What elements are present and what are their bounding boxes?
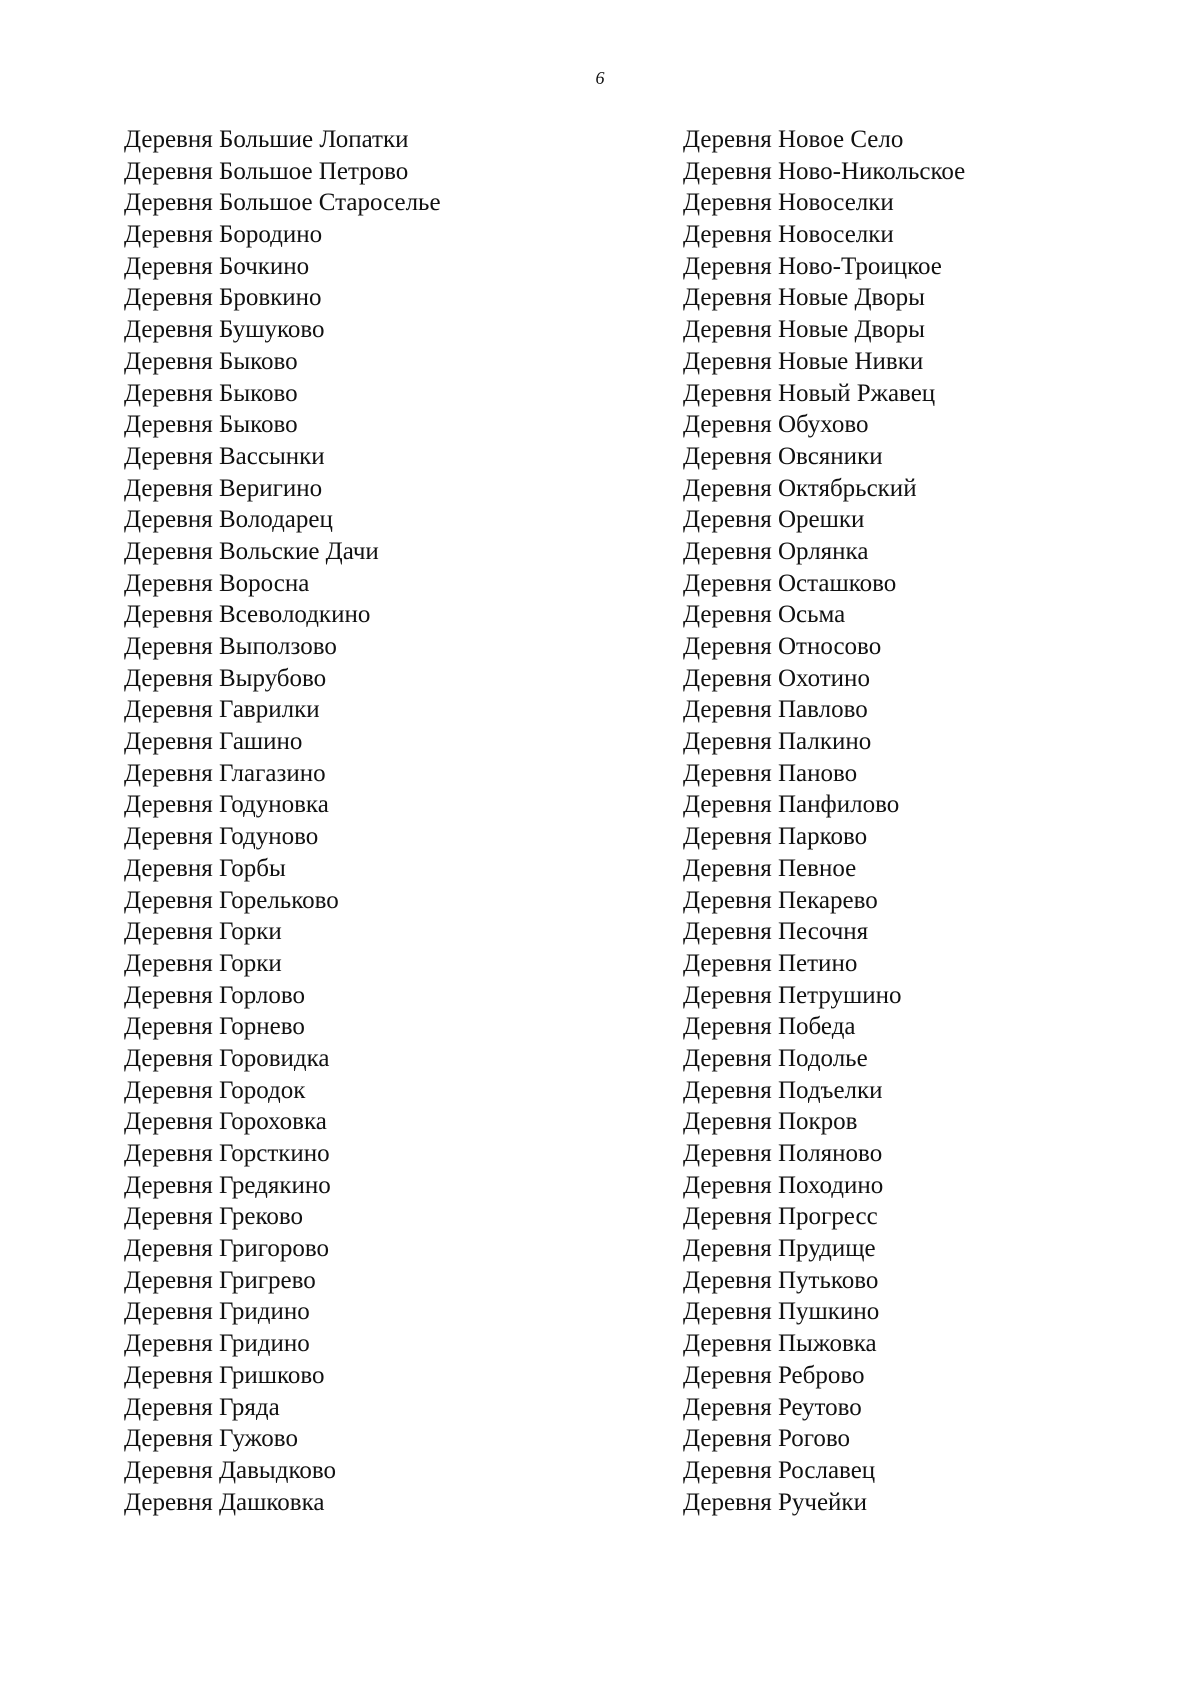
left-column-list — [124, 124, 624, 1518]
list-item: Деревня Петино — [683, 949, 858, 977]
list-item: Деревня Горлово — [124, 981, 306, 1009]
list-item: Деревня Быково — [124, 411, 298, 439]
list-item: Деревня Ручейки — [683, 1488, 867, 1516]
list-item: Деревня Ново-Никольское — [683, 157, 966, 185]
list-item: Деревня Вольские Дачи — [124, 537, 379, 565]
list-item: Деревня Давыдково — [124, 1456, 336, 1484]
list-item: Деревня Осташково — [683, 569, 897, 597]
list-item: Деревня Горовидка — [124, 1044, 330, 1072]
list-item: Деревня Ново-Троицкое — [683, 252, 942, 280]
list-item: Деревня Выползово — [124, 633, 337, 660]
list-item: Деревня Дашковка — [124, 1488, 325, 1516]
list-item: Деревня Походино — [683, 1171, 884, 1199]
list-item: Деревня Горельково — [124, 886, 339, 914]
list-item: Деревня Бочкино — [124, 252, 310, 280]
list-item: Деревня Бровкино — [124, 284, 322, 312]
list-item: Деревня Григрево — [124, 1266, 316, 1294]
list-item: Деревня Горсткино — [124, 1140, 330, 1167]
list-item: Деревня Поляново — [683, 1140, 883, 1167]
list-item: Деревня Рославец — [683, 1456, 876, 1484]
list-item: Деревня Новоселки — [683, 189, 894, 217]
list-item: Деревня Всеволодкино — [124, 601, 371, 629]
list-item: Деревня Пушкино — [683, 1298, 880, 1326]
list-item: Деревня Бушуково — [124, 316, 325, 344]
list-item: Деревня Овсяники — [683, 442, 883, 470]
list-item: Деревня Горки — [124, 949, 282, 977]
list-item: Деревня Орлянка — [683, 537, 869, 565]
list-item: Деревня Паново — [683, 759, 858, 787]
list-item: Деревня Относово — [683, 633, 882, 660]
list-item: Деревня Путьково — [683, 1266, 879, 1294]
list-item: Деревня Новые Дворы — [683, 284, 925, 312]
list-item: Деревня Воросна — [124, 569, 310, 597]
list-item: Деревня Годуново — [124, 823, 319, 851]
list-item: Деревня Веригино — [124, 474, 323, 502]
list-item: Деревня Бородино — [124, 221, 323, 249]
list-item: Деревня Павлово — [683, 696, 868, 724]
list-item: Деревня Годуновка — [124, 791, 329, 819]
list-item: Деревня Палкино — [683, 728, 872, 756]
list-item: Деревня Гридино — [124, 1298, 310, 1326]
list-item: Деревня Пыжовка — [683, 1330, 877, 1358]
list-item: Деревня Гришково — [124, 1361, 325, 1389]
list-item: Деревня Горки — [124, 918, 282, 946]
list-item: Деревня Певное — [683, 854, 857, 882]
list-item: Деревня Рогово — [683, 1425, 851, 1453]
page-number: 6 — [595, 68, 605, 88]
list-item: Деревня Пекарево — [683, 886, 878, 914]
list-item: Деревня Городок — [124, 1076, 306, 1104]
list-item: Деревня Петрушино — [683, 981, 902, 1009]
list-item: Деревня Охотино — [683, 664, 870, 692]
list-item: Деревня Большие Лопатки — [124, 126, 409, 153]
list-item: Деревня Подолье — [683, 1044, 868, 1072]
list-item: Деревня Быково — [124, 347, 298, 375]
list-item: Деревня Осьма — [683, 601, 846, 629]
list-item: Деревня Песочня — [683, 918, 869, 946]
list-item: Деревня Новые Нивки — [683, 347, 924, 375]
list-item: Деревня Гридино — [124, 1330, 310, 1358]
list-item: Деревня Григорово — [124, 1235, 330, 1263]
list-item: Деревня Гужово — [124, 1425, 298, 1453]
list-item: Деревня Победа — [683, 1013, 856, 1041]
list-item: Деревня Прогресс — [683, 1203, 878, 1231]
list-item: Деревня Обухово — [683, 411, 869, 439]
list-item: Деревня Реброво — [683, 1361, 865, 1389]
list-item: Деревня Парково — [683, 823, 868, 851]
list-item: Деревня Гаврилки — [124, 696, 320, 724]
list-item: Деревня Подъелки — [683, 1076, 883, 1104]
list-item: Деревня Покров — [683, 1108, 858, 1136]
list-item: Деревня Орешки — [683, 506, 865, 534]
list-item: Деревня Новый Ржавец — [683, 379, 936, 407]
list-item: Деревня Большое Староселье — [124, 189, 441, 217]
list-item: Деревня Горнево — [124, 1013, 305, 1041]
list-item: Деревня Реутово — [683, 1393, 862, 1421]
list-item: Деревня Новоселки — [683, 221, 894, 249]
right-column-list — [683, 124, 1183, 1518]
list-item: Деревня Новое Село — [683, 126, 904, 153]
list-item: Деревня Прудище — [683, 1235, 876, 1263]
list-item: Деревня Октябрьский — [683, 474, 917, 502]
list-item: Деревня Вырубово — [124, 664, 327, 692]
list-item: Деревня Гороховка — [124, 1108, 327, 1136]
list-item: Деревня Быково — [124, 379, 298, 407]
list-item: Деревня Гредякино — [124, 1171, 331, 1199]
list-item: Деревня Панфилово — [683, 791, 900, 819]
list-item: Деревня Вассынки — [124, 442, 325, 470]
list-item: Деревня Гашино — [124, 728, 303, 756]
list-item: Деревня Большое Петрово — [124, 157, 409, 185]
list-item: Деревня Новые Дворы — [683, 316, 925, 344]
list-item: Деревня Гряда — [124, 1393, 280, 1421]
list-item: Деревня Горбы — [124, 854, 286, 882]
list-item: Деревня Володарец — [124, 506, 333, 534]
list-item: Деревня Глагазино — [124, 759, 326, 787]
list-item: Деревня Греково — [124, 1203, 303, 1231]
